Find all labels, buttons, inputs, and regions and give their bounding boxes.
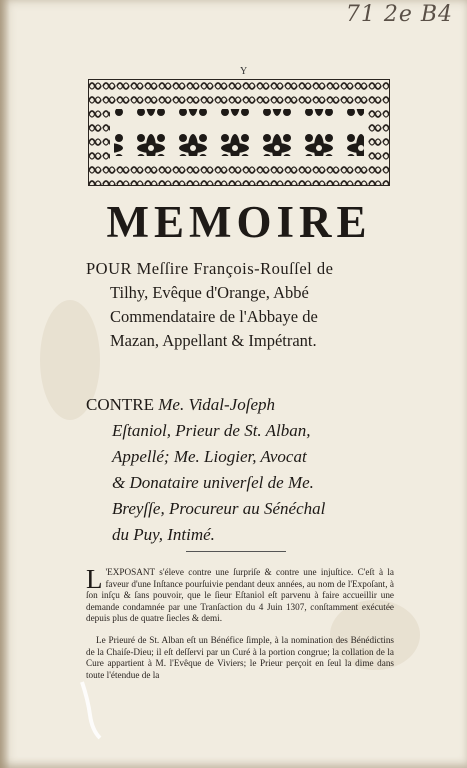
contre-label: CONTRE (86, 395, 154, 414)
signature-mark: Y (240, 66, 248, 77)
contre-line: Eſtaniol, Prieur de St. Alban, (112, 421, 311, 440)
contre-line: Breyſſe, Procureur au Sénéchal (112, 499, 326, 518)
pour-line: Commendataire de l'Abbaye de (110, 307, 318, 326)
paragraph-2 (86, 635, 394, 681)
pour-line: POUR Meſſire François-Rouſſel de (86, 259, 334, 278)
pour-line: Mazan, Appellant & Impétrant. (110, 331, 317, 350)
ornamental-band-icon (88, 79, 390, 186)
pour-block (86, 257, 398, 353)
paper-edge (0, 0, 10, 768)
handwritten-note: 71 2e B4 (345, 2, 453, 27)
contre-line: Me. Vidal-Joſeph (158, 395, 276, 414)
contre-block (86, 392, 398, 548)
pour-line: Tilhy, Evêque d'Orange, Abbé (110, 283, 309, 302)
contre-line: & Donataire univerſel de Me. (112, 473, 314, 492)
contre-line: du Puy, Intimé. (112, 525, 215, 544)
contre-line: Appellé; Me. Liogier, Avocat (112, 447, 307, 466)
paper-crease (80, 680, 104, 740)
divider-rule (186, 551, 286, 552)
paragraph-1-text: 'EXPOSANT s'éleve contre une ſurpriſe & contre une injuſtice. C'eſt à la faveur d'une Inſtance pourſuivie pendant deux années, au nom de l'Expoſant, à ſon inſçu & ſans pouvoir, que le ſieur Eſtaniol eſt parvenu à faire accueillir une demande condamnée par une Tranſaction du 4 Juin 1307, conſtamment exécutée depuis plus de quatre ſiecles & demi. (86, 567, 394, 624)
paragraph-2-text: Le Prieuré de St. Alban eſt un Bénéfice ſimple, à la nomination des Bénédictins de la Chaiſe-Dieu; il eſt deſſervi par un Curé à la portion congrue; la collation de la Cure appartient à M. l'Evêque de Viviers; le Prieur perçoit en ſeul la dime dans toute l'étendue de la (86, 635, 394, 680)
drop-cap: L (86, 564, 103, 594)
paragraph-1 (86, 564, 394, 625)
document-title: MEMOIRE (106, 197, 372, 247)
